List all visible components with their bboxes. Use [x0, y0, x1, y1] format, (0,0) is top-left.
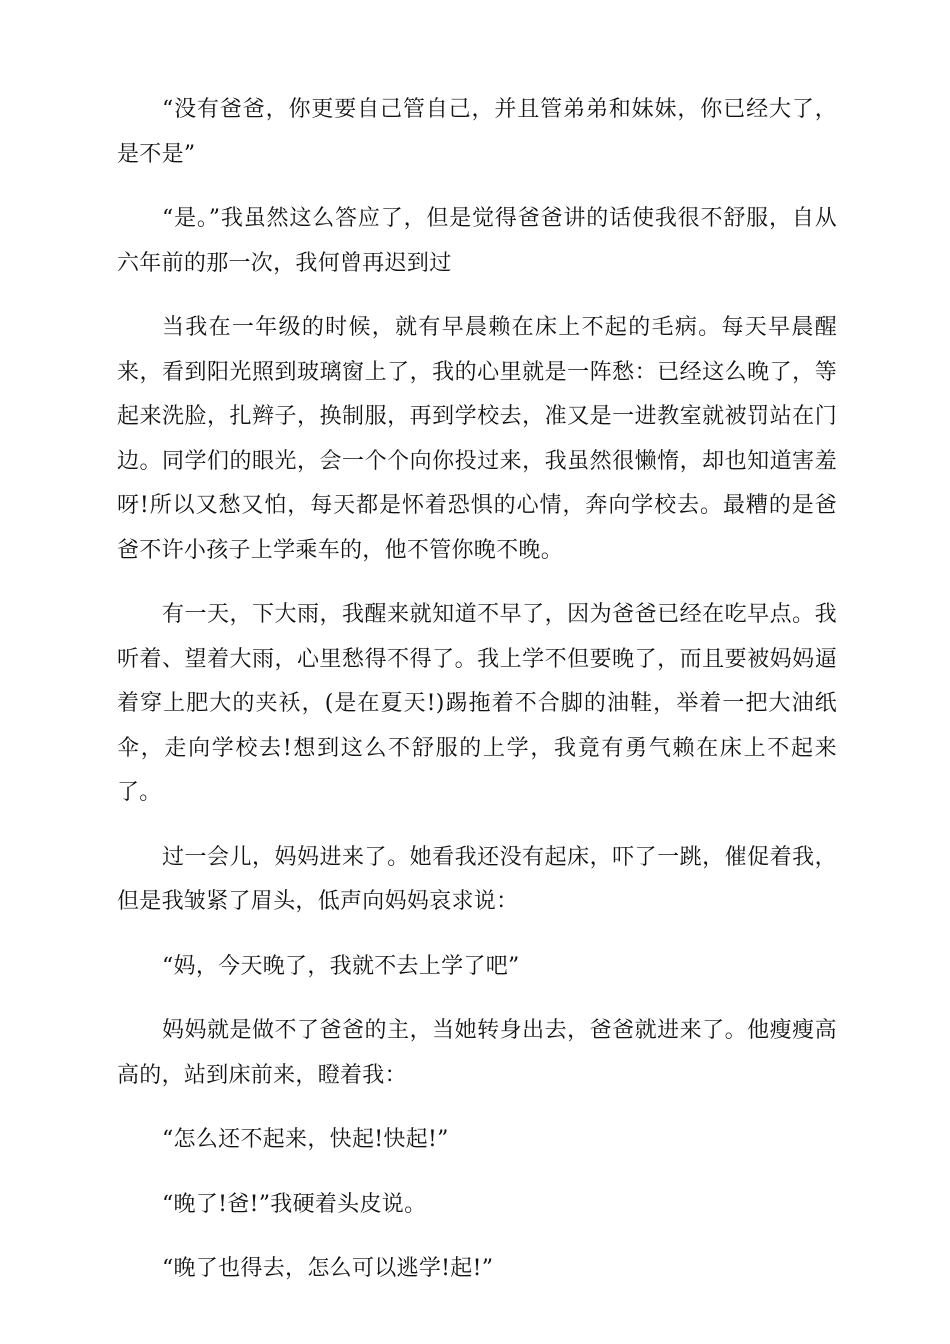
paragraph-8: “怎么还不起来，快起!快起!” [162, 1127, 449, 1152]
paragraph-3: 当我在一年级的时候，就有早晨赖在床上不起的毛病。每天早晨醒来，看到阳光照到玻璃窗上了，我的心里就是一阵愁：已经这么晚了，等起来洗脸，扎辫子，换制服，再到学校去，准又是一进教室就被罚站在门边。同学们的眼光，会一个个向你投过来，我虽然很懒惰，却也知道害羞呀!所以又愁又怕，每天都是怀着恐惧的心情，奔向学校去。最糟的是爸爸不许小孩子上学乘车的，他不管你晚不晚。 [117, 315, 837, 563]
document-body [117, 88, 837, 1312]
paragraph-7: 妈妈就是做不了爸爸的主，当她转身出去，爸爸就进来了。他瘦瘦高高的，站到床前来，瞪着我： [117, 1018, 837, 1088]
paragraph-4: 有一天，下大雨，我醒来就知道不早了，因为爸爸已经在吃早点。我听着、望着大雨，心里愁得不得了。我上学不但要晚了，而且要被妈妈逼着穿上肥大的夹袄，(是在夏天!)踢拖着不合脚的油鞋，举着一把大油纸伞，走向学校去!想到这么不舒服的上学，我竟有勇气赖在床上不起来了。 [117, 602, 837, 805]
paragraph-1: “没有爸爸，你更要自己管自己，并且管弟弟和妹妹，你已经大了，是不是” [117, 97, 837, 167]
paragraph-9: “晚了!爸!”我硬着头皮说。 [162, 1191, 427, 1217]
paragraph-2: “是。”我虽然这么答应了，但是觉得爸爸讲的话使我很不舒服，自从六年前的那一次，我何曾再迟到过 [117, 206, 837, 276]
paragraph-6: “妈，今天晚了，我就不去上学了吧” [162, 953, 520, 979]
paragraph-5: 过一会儿，妈妈进来了。她看我还没有起床，吓了一跳，催促着我，但是我皱紧了眉头，低声向妈妈哀求说： [117, 844, 837, 914]
paragraph-10: “晚了也得去，怎么可以逃学!起!” [162, 1256, 494, 1281]
